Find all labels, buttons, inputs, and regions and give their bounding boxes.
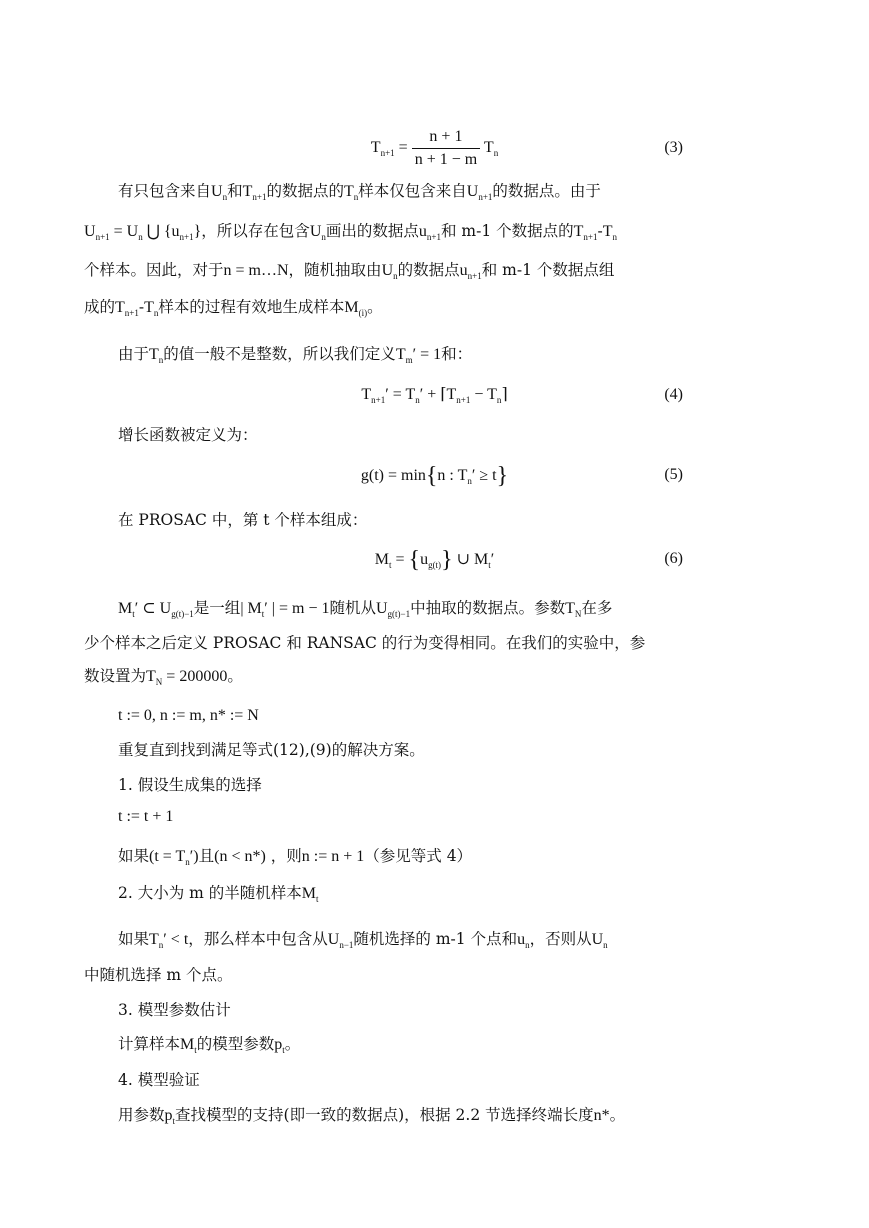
algo-step1-condition: 如果$(t = T_n')$且(n < n*) ，则n := n + 1（参见等式 4） <box>118 847 473 868</box>
algo-step1-title: 1. 假设生成集的选择 <box>118 776 262 794</box>
fraction: $\frac{n + 1}{n + 1 - m}$ <box>412 128 481 169</box>
equation-3: $T_{n+1}$ = $\frac{n + 1}{n + 1 - m}$ $T_n$ <box>370 128 499 168</box>
para1-line4: 成的$T_{n+1}-T_n$样本的过程有效地生成样本$M_{(i)}$。 <box>84 298 383 319</box>
algo-repeat: 重复直到找到满足等式(12),(9)的解决方案。 <box>118 741 425 759</box>
equation-number-4: (4) <box>664 386 683 403</box>
algo-init: t := 0, n := m, n* := N <box>118 707 259 724</box>
algo-step3-body: 计算样本$M_t$的模型参数$p_t$。 <box>118 1035 301 1056</box>
algo-step4-title: 4. 模型验证 <box>118 1071 200 1089</box>
equation-number-6: (6) <box>664 550 683 567</box>
algo-step2-title: 2. 大小为 m 的半随机样本$M_t$ <box>118 884 319 905</box>
equation-6: $M_t = \{u_{g(t)}\}$ ∪ $M_t'$ <box>374 547 495 573</box>
algo-step3-title: 3. 模型参数估计 <box>118 1001 231 1019</box>
para2-line1: 由于$T_n$的值一般不是整数，所以我们定义$T_m' = 1$和： <box>118 345 473 366</box>
para4: 在 PROSAC 中，第 t 个样本组成： <box>118 511 368 529</box>
algo-step2-line2: 中随机选择 m 个点。 <box>84 966 233 984</box>
algo-step2-line1: 如果$T_n' < t$，那么样本中包含从$U_{n-1}$随机选择的 m-1 个点和$u_n$，否则从$U_n$ <box>118 930 608 951</box>
para1-line3: 个样本。因此，对于n = m…N，随机抽取由$U_n$的数据点$u_{n+1}$和 m-1 个数据点组 <box>84 261 615 282</box>
equation-5: g(t) = min{n : $T_n' \ge t$} <box>360 463 509 489</box>
para5-line2: 少个样本之后定义 PROSAC 和 RANSAC 的行为变得相同。在我们的实验中，参 <box>84 634 646 652</box>
para1-line2: $U_{n+1} = U_n$ ⋃ $\{u_{n+1}\}$，所以存在包含$U_n$画出的数据点$u_{n+1}$和 m-1 个数据点的$T_{n+1}-T_n$ <box>84 222 618 243</box>
para1-line1: 有只包含来自$U_n$和$T_{n+1}$的数据点的$T_n$样本仅包含来自$U_{n+1}$的数据点。由于 <box>118 182 601 203</box>
algo-step1-increment: t := t + 1 <box>118 808 174 825</box>
equation-number-3: (3) <box>664 139 683 156</box>
para3: 增长函数被定义为： <box>118 426 258 444</box>
algo-step4-body: 用参数$p_t$查找模型的支持(即一致的数据点)，根据 2.2 节选择终端长度n*。 <box>118 1106 626 1127</box>
equation-number-5: (5) <box>664 466 683 483</box>
equation-4: $T_{n+1}' = T_n'$ + $⌈T_{n+1}$ − $T_n⌉$ <box>361 386 508 406</box>
para5-line1: $M_t'$ ⊂ $U_{g(t)-1}$是一组| $M_t'$ | = m − 1随机从$U_{g(t)-1}$中抽取的数据点。参数$T_N$在多 <box>118 599 613 620</box>
para5-line3: 数设置为$T_N = 200000$。 <box>84 667 243 688</box>
